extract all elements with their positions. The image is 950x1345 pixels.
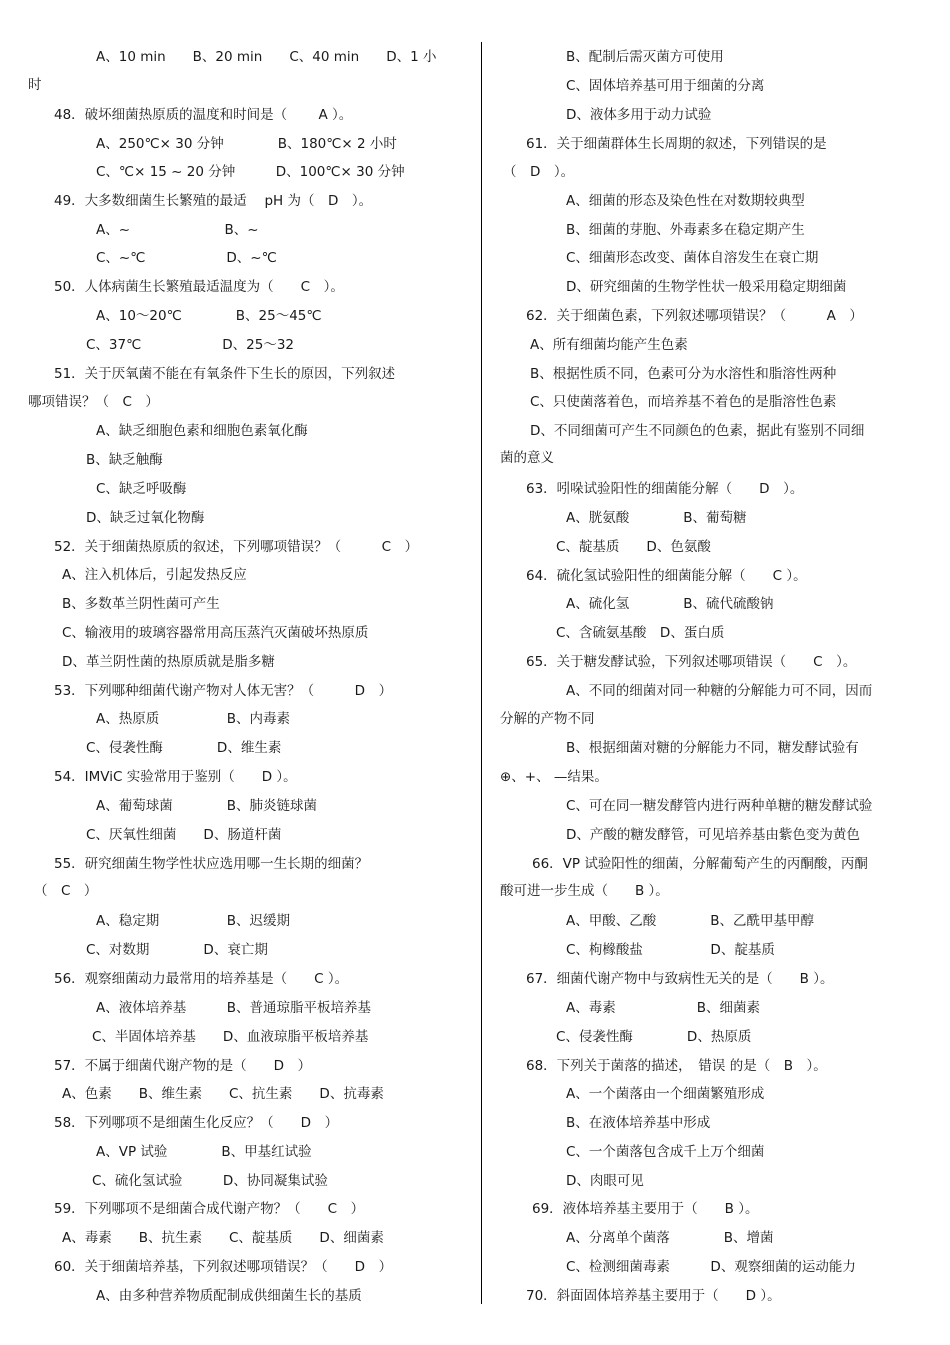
text-line: B、配制后需灭菌方可使用 — [566, 49, 724, 65]
text-line: 49．大多数细菌生长繁殖的最适 pH 为（ D ）。 — [54, 193, 373, 209]
text-line: （ D ）。 — [503, 164, 575, 180]
text-line: 时 — [28, 77, 42, 93]
text-line: A、稳定期 B、迟缓期 — [96, 913, 290, 929]
text-line: A、一个菌落由一个细菌繁殖形成 — [566, 1086, 765, 1102]
text-line: A、胱氨酸 B、葡萄糖 — [566, 510, 747, 526]
text-line: A、毒素 B、抗生素 C、靛基质 D、细菌素 — [62, 1230, 384, 1246]
text-line: A、10～20℃ B、25～45℃ — [96, 308, 322, 324]
text-line: A、10 min B、20 min C、40 min D、1 小 — [96, 49, 437, 65]
text-line: 62．关于细菌色素，下列叙述哪项错误？（ A ） — [526, 308, 863, 324]
text-line: D、产酸的糖发酵管，可见培养基由紫色变为黄色 — [566, 827, 860, 843]
text-line: 分解的产物不同 — [500, 711, 595, 727]
text-line: C、缺乏呼吸酶 — [96, 481, 187, 497]
text-line: 60．关于细菌培养基，下列叙述哪项错误？（ D ） — [54, 1259, 393, 1275]
text-line: （ C ） — [34, 883, 98, 899]
text-line: A、250℃× 30 分钟 B、180℃× 2 小时 — [96, 136, 397, 152]
text-line: 70．斜面固体培养基主要用于（ D ）。 — [526, 1288, 781, 1304]
text-line: 50．人体病菌生长繁殖最适温度为（ C ）。 — [54, 279, 344, 295]
text-line: C、37℃ D、25～32 — [86, 337, 295, 353]
text-line: C、靛基质 D、色氨酸 — [556, 539, 711, 555]
text-line: C、~℃ D、~℃ — [96, 250, 277, 266]
text-line: A、细菌的形态及染色性在对数期较典型 — [566, 193, 805, 209]
text-line: A、分离单个菌落 B、增菌 — [566, 1230, 774, 1246]
text-line: 67．细菌代谢产物中与致病性无关的是（ B ）。 — [526, 971, 834, 987]
text-line: 57．不属于细菌代谢产物的是（ D ） — [54, 1058, 312, 1074]
text-line: 48．破坏细菌热原质的温度和时间是（ A ）。 — [54, 107, 353, 123]
text-line: D、液体多用于动力试验 — [566, 107, 712, 123]
text-line: B、根据性质不同，色素可分为水溶性和脂溶性两种 — [530, 366, 837, 382]
text-line: A、缺乏细胞色素和细胞色素氧化酶 — [96, 423, 308, 439]
text-line: C、一个菌落包含成千上万个细菌 — [566, 1144, 765, 1160]
text-line: A、热原质 B、内毒素 — [96, 711, 290, 727]
text-line: B、多数革兰阴性菌可产生 — [62, 596, 220, 612]
text-line: 69．液体培养基主要用于（ B ）。 — [532, 1201, 759, 1217]
text-line: C、可在同一糖发酵管内进行两种单糖的糖发酵试验 — [566, 798, 873, 814]
text-line: A、VP 试验 B、甲基红试验 — [96, 1144, 312, 1160]
text-line: A、~ B、~ — [96, 222, 259, 238]
text-line: C、固体培养基可用于细菌的分离 — [566, 78, 765, 94]
text-line: C、对数期 D、衰亡期 — [86, 942, 268, 958]
text-line: D、肉眼可见 — [566, 1173, 644, 1189]
text-line: 52．关于细菌热原质的叙述，下列哪项错误？（ C ） — [54, 539, 419, 555]
text-line: D、研究细菌的生物学性状一般采用稳定期细菌 — [566, 279, 847, 295]
text-line: 菌的意义 — [500, 450, 554, 466]
text-line: 65．关于糖发酵试验，下列叙述哪项错误（ C ）。 — [526, 654, 857, 670]
text-line: 53．下列哪种细菌代谢产物对人体无害？（ D ） — [54, 683, 393, 699]
text-line: D、革兰阴性菌的热原质就是脂多糖 — [62, 654, 275, 670]
text-line: A、硫化氢 B、硫代硫酸钠 — [566, 596, 774, 612]
text-line: ⊕、+、 —结果。 — [500, 769, 608, 785]
text-line: B、缺乏触酶 — [86, 452, 163, 468]
text-line: C、℃× 15 ~ 20 分钟 D、100℃× 30 分钟 — [96, 164, 405, 180]
text-line: D、不同细菌可产生不同颜色的色素，据此有鉴别不同细 — [530, 423, 865, 439]
text-line: 64．硫化氢试验阳性的细菌能分解（ C ）。 — [526, 568, 807, 584]
text-line: C、含硫氨基酸 D、蛋白质 — [556, 625, 725, 641]
text-line: C、细菌形态改变、菌体自溶发生在衰亡期 — [566, 250, 819, 266]
text-line: B、细菌的芽胞、外毒素多在稳定期产生 — [566, 222, 805, 238]
text-line: C、枸橼酸盐 D、靛基质 — [566, 942, 775, 958]
text-line: A、由多种营养物质配制成供细菌生长的基质 — [96, 1288, 362, 1304]
text-line: C、厌氧性细菌 D、肠道杆菌 — [86, 827, 282, 843]
text-line: 酸可进一步生成（ B ）。 — [500, 883, 669, 899]
text-line: 哪项错误？（ C ） — [28, 394, 159, 410]
column-divider — [481, 42, 482, 1304]
text-line: C、硫化氢试验 D、协同凝集试验 — [92, 1173, 328, 1189]
text-line: A、色素 B、维生素 C、抗生素 D、抗毒素 — [62, 1086, 384, 1102]
text-line: 54．IMViC 实验常用于鉴别（ D ）。 — [54, 769, 297, 785]
text-line: 55．研究细菌生物学性状应选用哪一生长期的细菌？ — [54, 856, 369, 872]
text-line: D、缺乏过氧化物酶 — [86, 510, 205, 526]
text-line: C、输液用的玻璃容器常用高压蒸汽灭菌破坏热原质 — [62, 625, 369, 641]
text-line: 56．观察细菌动力最常用的培养基是（ C ）。 — [54, 971, 349, 987]
text-line: 68．下列关于菌落的描述， 错误 的是（ B ）。 — [526, 1058, 827, 1074]
text-line: A、液体培养基 B、普通琼脂平板培养基 — [96, 1000, 371, 1016]
text-line: A、注入机体后，引起发热反应 — [62, 567, 247, 583]
text-line: C、侵袭性酶 D、热原质 — [556, 1029, 752, 1045]
text-line: A、毒素 B、细菌素 — [566, 1000, 760, 1016]
text-line: C、侵袭性酶 D、维生素 — [86, 740, 282, 756]
text-line: 61．关于细菌群体生长周期的叙述，下列错误的是 — [526, 136, 827, 152]
text-line: A、甲酸、乙酸 B、乙酰甲基甲醇 — [566, 913, 814, 929]
text-line: 63．吲哚试验阳性的细菌能分解（ D ）。 — [526, 481, 804, 497]
text-line: A、葡萄球菌 B、肺炎链球菌 — [96, 798, 317, 814]
text-line: B、根据细菌对糖的分解能力不同，糖发酵试验有 — [566, 740, 859, 756]
text-line: C、半固体培养基 D、血液琼脂平板培养基 — [92, 1029, 369, 1045]
text-line: 66．VP 试验阳性的细菌，分解葡萄产生的丙酮酸，丙酮 — [532, 856, 868, 872]
text-line: A、所有细菌均能产生色素 — [530, 337, 688, 353]
text-line: 51．关于厌氧菌不能在有氧条件下生长的原因，下列叙述 — [54, 366, 396, 382]
text-line: 59．下列哪项不是细菌合成代谢产物？（ C ） — [54, 1201, 365, 1217]
text-line: A、不同的细菌对同一种糖的分解能力可不同，因而 — [566, 683, 873, 699]
text-line: 58．下列哪项不是细菌生化反应？（ D ） — [54, 1115, 339, 1131]
text-line: C、只使菌落着色，而培养基不着色的是脂溶性色素 — [530, 394, 837, 410]
text-line: C、检测细菌毒素 D、观察细菌的运动能力 — [566, 1259, 856, 1275]
text-line: B、在液体培养基中形成 — [566, 1115, 711, 1131]
